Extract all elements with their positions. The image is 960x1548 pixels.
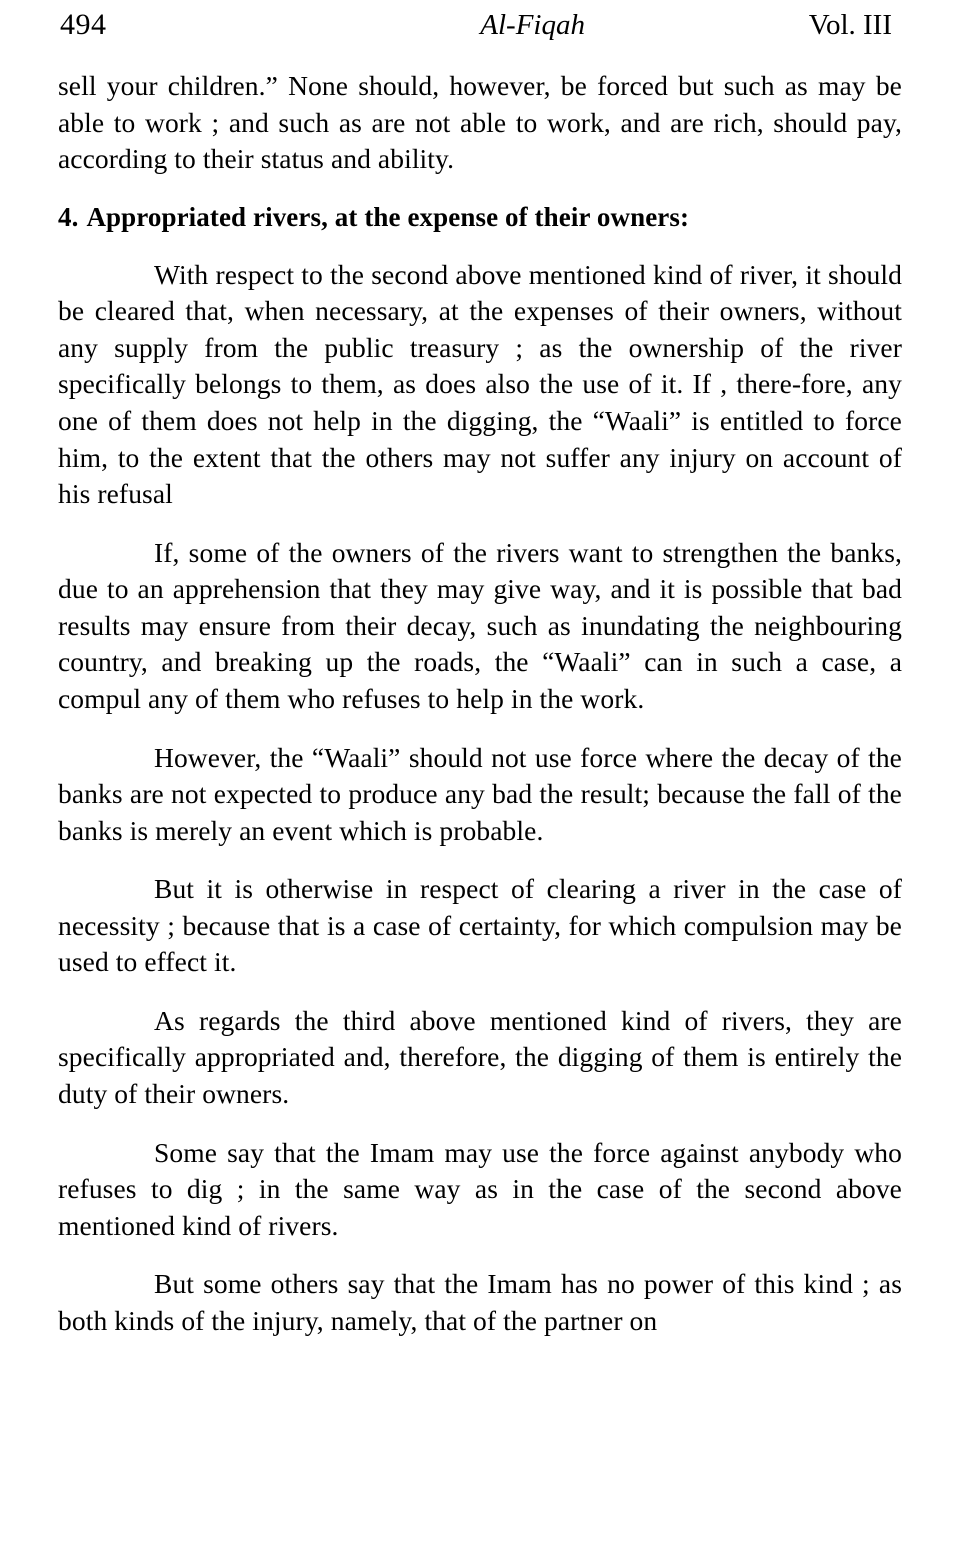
book-title: Al-Fiqah (480, 9, 585, 41)
spacer (58, 718, 902, 740)
spacer (58, 235, 902, 257)
paragraph-1: sell your children.” None should, however, be forced but such as may be able to work ; and such as are not able to work, and are rich, should pay, according to their status and ability. (58, 70, 902, 175)
spacer (58, 849, 902, 871)
spacer (58, 1244, 902, 1266)
section-heading-number: 4. (58, 201, 79, 232)
paragraph-3: If, some of the owners of the rivers want to strengthen the banks, due to an apprehension that they may give way, and it is possible that bad results may ensure from their decay, such as inundating the neighbouring country, and breaking up the roads, the “Waali” can in such a case, a compul any of them who refuses to help in the work. (58, 536, 902, 714)
page-number: 494 (60, 8, 107, 41)
spacer (58, 981, 902, 1003)
section-heading-text: Appropriated rivers, at the expense of their owners: (86, 201, 690, 232)
spacer (58, 178, 902, 200)
page-header-row (60, 8, 900, 42)
volume-label: Vol. III (808, 9, 892, 41)
section-heading (58, 200, 902, 235)
paragraph-8: But some others say that the Imam has no power of this kind ; as both kinds of the injury, namely, that of the partner on (58, 1268, 902, 1336)
page-header (0, 0, 960, 46)
paragraph-4: However, the “Waali” should not use force where the decay of the banks are not expected to produce any bad the result; because the fall of the banks is merely an event which is probable. (58, 741, 902, 846)
paragraph-6: As regards the third above mentioned kind of rivers, they are specifically appropriated and, therefore, the digging of them is entirely the duty of their owners. (58, 1004, 902, 1110)
page-content (0, 46, 960, 1339)
paragraph-2: With respect to the second above mentioned kind of river, it should be cleared that, when necessary, at the expenses of their owners, without any supply from the public treasury ; as the ownership of the river specifically belongs to them, as does also the use of it. If , there-fore, any one of them does not help in the digging, the “Waali” is entitled to force him, to the extent that the others may not suffer any injury on account of his refusal (58, 258, 902, 510)
spacer (58, 1113, 902, 1135)
paragraph-7: Some say that the Imam may use the force against anybody who refuses to dig ; in the same way as in the case of the second above mentioned kind of rivers. (58, 1136, 902, 1241)
spacer (58, 513, 902, 535)
paragraph-5: But it is otherwise in respect of clearing a river in the case of necessity ; because that is a case of certainty, for which compulsion may be used to effect it. (58, 873, 902, 978)
